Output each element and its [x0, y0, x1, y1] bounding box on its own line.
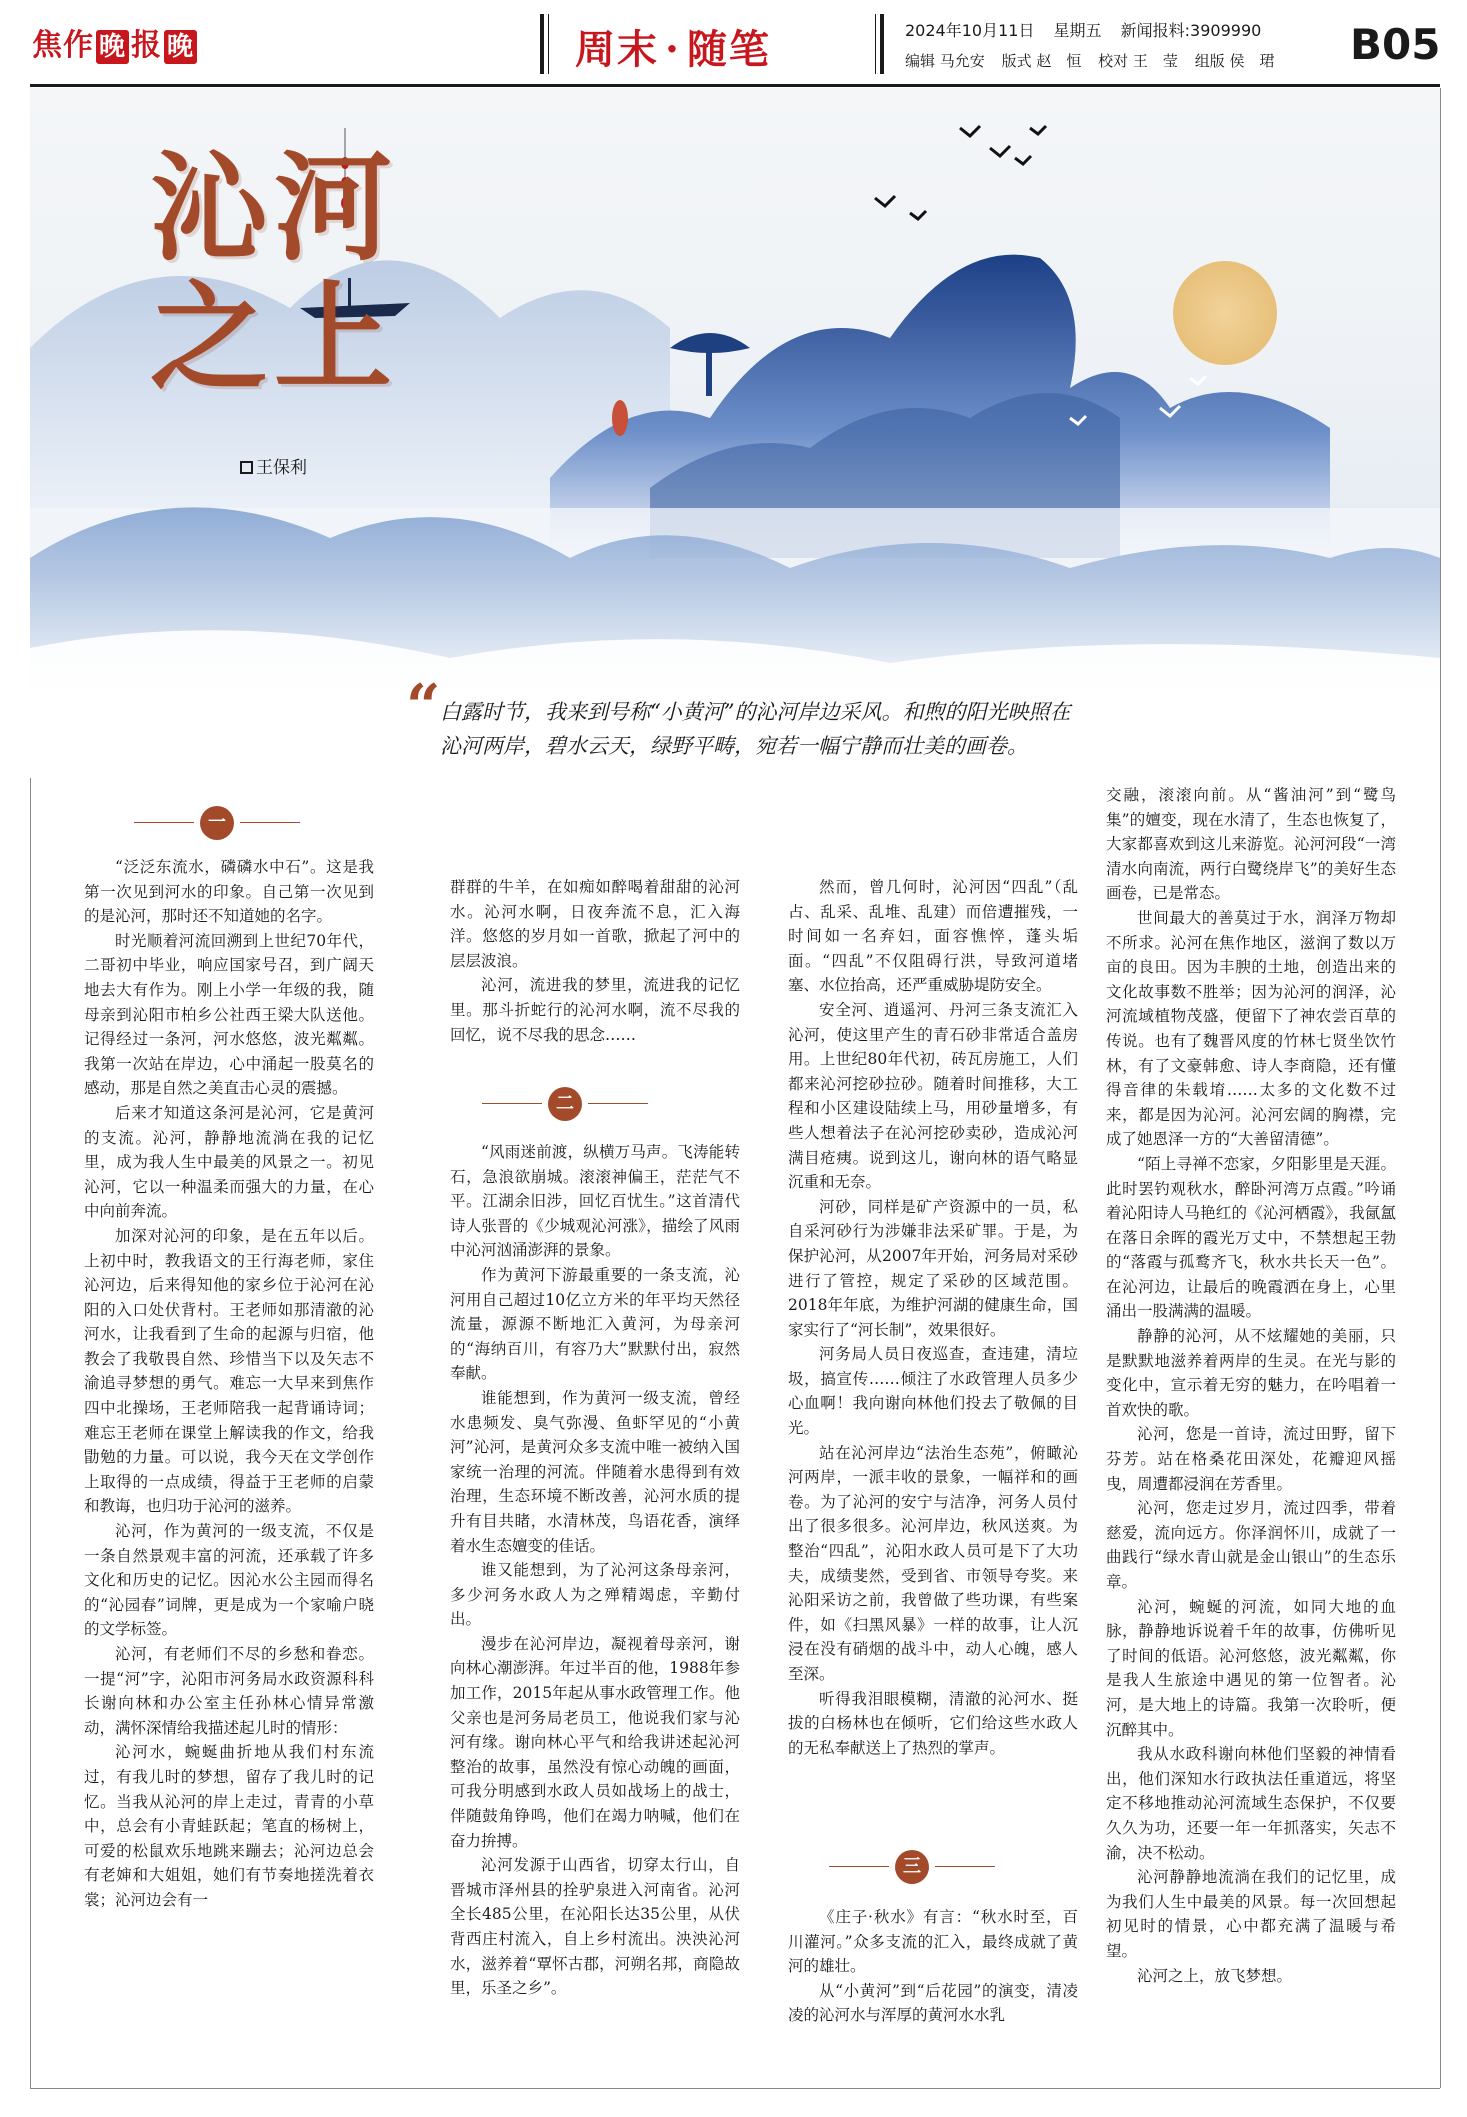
masthead — [0, 0, 1467, 84]
paragraph: 时光顺着河流回溯到上世纪70年代，二哥初中毕业，响应国家号召，到广阔天地去大有作为。刚上小学一年级的我，随母亲到沁阳市柏乡公社西王梁大队送他。记得经过一条河，河水悠悠，波光粼粼。我第一次站在岸边，心中涌起一股莫名的感动，那是自然之美直击心灵的震撼。 — [84, 931, 374, 1098]
issue-weekday: 星期五 — [1053, 21, 1102, 40]
bird — [960, 126, 980, 136]
bird — [875, 196, 895, 206]
paragraph: 沁河，流进我的梦里，流进我的记忆里。那斗折蛇行的沁河水啊，流不尽我的回忆，说不尽我的思念…… — [450, 976, 740, 1044]
paragraph: 沁河，作为黄河的一级支流，不仅是一条自然景观丰富的河流，还承载了许多文化和历史的记忆。因沁水公主园而得名的“沁园春”词牌，更是成为一个家喻户晓的文学标签。 — [84, 1522, 374, 1639]
paragraph: 后来才知道这条河是沁河，它是黄河的支流。沁河，静静地流淌在我的记忆里，成为我人生中最美的风景之一。初见沁河，它以一种温柔而强大的力量，在心中向前奔流。 — [84, 1103, 374, 1221]
logo-text-a: 焦作 — [32, 28, 94, 63]
paragraph: 群群的牛羊，在如痴如醉喝着甜甜的沁河水。沁河水啊，日夜奔流不息，汇入海洋。悠悠的岁月如一首歌，掀起了河中的层层波浪。 — [450, 878, 740, 970]
lead-quote — [406, 672, 1080, 763]
logo-text-d: 晚 — [164, 30, 197, 64]
paragraph: 沁河水，蜿蜒曲折地从我们村东流过，有我儿时的梦想，留存了我儿时的记忆。当我从沁河的岸上走过，青青的小草中，总会有小青蛙跃起；笔直的杨树上，可爱的松鼠欢乐地跳来蹦去；沁河边总会有老婶和大姐姐，她们有节奏地搓洗着衣裳；沁河边会有一 — [84, 1743, 374, 1909]
article-column-2a — [450, 875, 740, 1047]
paragraph: 沁河发源于山西省，切穿太行山，自晋城市泽州县的拴驴泉进入河南省。沁河全长485公里，在沁阳长达35公里，从伏背西庄村流入，自上乡村流出。泱泱沁河水，滋养着“覃怀古郡，河朔名邦，商隐故里，乐圣之乡”。 — [450, 1856, 740, 1998]
paragraph: 《庄子·秋水》有言：“秋水时至，百川灌河。”众多支流的汇入，最终成就了黄河的雄壮。 — [788, 1908, 1078, 1976]
page-frame — [1440, 88, 1441, 2088]
page-number: B05 — [1350, 20, 1441, 69]
section-marker-one: 一 — [200, 806, 234, 840]
credit-layout: 版式 赵 恒 — [1001, 52, 1082, 70]
author-name: 王保利 — [256, 458, 307, 478]
paragraph: “泛泛东流水，磷磷水中石”。这是我第一次见到河水的印象。自己第一次见到的是沁河，那时还不知道她的名字。 — [84, 858, 374, 926]
paragraph: 沁河，蜿蜒的河流，如同大地的血脉，静静地诉说着千年的故事，仿佛听见了时间的低语。沁河悠悠，波光粼粼，你是我人生旅途中遇见的第一位智者。沁河，是大地上的诗篇。我第一次聆听，便沉醉其中。 — [1106, 1597, 1396, 1739]
paragraph: 静静的沁河，从不炫耀她的美丽，只是默默地滋养着两岸的生灵。在光与影的变化中，宣示着无穷的魅力，在吟唱着一首欢快的歌。 — [1106, 1327, 1396, 1419]
section-title-b: 随笔 — [686, 26, 771, 73]
article-column-4 — [1106, 783, 1396, 1988]
paragraph: “风雨迷前渡，纵横万马声。飞涛能转石，急浪欲崩城。滚滚神偏王，茫茫气不平。江湖余旧涉，回忆百忧生。”这首清代诗人张晋的《少城观沁河涨》，描绘了风雨中沁河汹涌澎湃的景象。 — [450, 1143, 740, 1260]
paragraph: 交融，滚滚向前。从“酱油河”到“鹭鸟集”的嬗变，现在水清了，生态也恢复了，大家都喜欢到这儿来游览。沁河河段“一湾清水向南流，两行白鹭绕岸飞”的美好生态画卷，已是常态。 — [1106, 786, 1396, 903]
page-frame — [30, 778, 31, 2088]
bird — [990, 146, 1010, 156]
paragraph: 听得我泪眼模糊，清澈的沁河水、挺拔的白杨林也在倾听，它们给这些水政人的无私奉献送上了热烈的掌声。 — [788, 1689, 1078, 1757]
credit-organize: 组版 侯 珺 — [1194, 52, 1275, 70]
hero-illustration — [30, 88, 1440, 778]
masthead-rule — [30, 84, 1440, 87]
paragraph: 沁河，有老师们不尽的乡愁和眷恋。一提“河”字，沁阳市河务局水政资源科科长谢向林和办公室主任孙林心情异常激动，满怀深情给我描述起儿时的情形： — [84, 1645, 374, 1737]
paragraph: 从“小黄河”到“后花园”的演变，清凌凌的沁河水与浑厚的黄河水水乳 — [788, 1981, 1078, 2025]
red-figure — [612, 400, 628, 436]
section-title: 周末 · 随笔 — [575, 26, 771, 73]
newspaper-logo — [32, 20, 199, 64]
tree-trunk — [706, 346, 712, 396]
article-title — [150, 138, 399, 407]
paragraph: 世间最大的善莫过于水，润泽万物却不所求。沁河在焦作地区，滋润了数以万亩的良田。因为丰腴的土地，创造出来的文化故事数不胜举；因为沁河的润泽，沁河流域植物茂盛，便留下了神农尝百草的传说。也有了魏晋风度的竹林七贤坐饮竹林，有了文豪韩愈、诗人李商隐，还有懂得音律的朱载堉……太多的文化数不过来，都是因为沁河。沁河宏阔的胸襟，完成了她恩泽一方的“大善留清德”。 — [1106, 908, 1396, 1149]
sun — [1173, 261, 1277, 365]
masthead-divider — [880, 14, 884, 74]
paragraph: 漫步在沁河岸边，凝视着母亲河，谢向林心潮澎湃。年过半百的他，1988年参加工作，2015年起从事水政管理工作。他父亲也是河务局老员工，他说我们家与沁河有缘。谢向林心平气和给我讲述起沁河整治的故事，虽然没有惊心动魄的画面，可我分明感到水政人员如战场上的战士，伴随鼓角铮鸣，他们在竭力呐喊，他们在奋力拚搏。 — [450, 1634, 740, 1850]
section-marker-three: 三 — [895, 1850, 929, 1884]
byline — [240, 453, 307, 478]
white-bird — [1190, 376, 1206, 384]
title-line-2: 之上 — [150, 268, 399, 407]
article-column-3a — [788, 875, 1078, 1760]
logo-text-b: 晚 — [96, 30, 129, 64]
masthead-divider — [540, 14, 544, 74]
masthead-divider — [875, 14, 876, 74]
paragraph: 河务局人员日夜巡查，查违建，清垃圾，搞宣传……倾注了水政管理人员多少心血啊！我向谢向林他们投去了敬佩的目光。 — [788, 1345, 1078, 1438]
issue-date: 2024年10月11日 — [905, 21, 1035, 40]
lead-text: 白露时节，我来到号称“小黄河”的沁河岸边采风。和煦的阳光映照在沁河两岸，碧水云天，绿野平畴，宛若一幅宁静而壮美的画卷。 — [440, 700, 1071, 758]
paragraph: 我从水政科谢向林他们坚毅的神情看出，他们深知水行政执法任重道远，将坚定不移地推动沁河流域生态保护，不仅要久久为功，还要一年一年抓落实，矢志不渝，决不松动。 — [1106, 1745, 1396, 1862]
quote-icon: “ — [406, 672, 441, 742]
credit-editor: 编辑 马允安 — [905, 52, 985, 70]
paragraph: 作为黄河下游最重要的一条支流，沁河用自己超过10亿立方米的年平均天然径流量，源源不断地汇入黄河，为母亲河的“海纳百川，有容乃大”默默付出，寂然奉献。 — [450, 1265, 740, 1383]
credit-proof: 校对 王 莹 — [1098, 52, 1178, 70]
paragraph: 然而，曾几何时，沁河因“四乱”（乱占、乱采、乱堆、乱建）而倍遭摧残，一时间如一名弃妇，面容憔悴，蓬头垢面。“四乱”不仅阻碍行洪，导致河道堵塞、水位抬高，还严重威胁堤防安全。 — [788, 878, 1078, 995]
paragraph: 站在沁河岸边“法治生态苑”，俯瞰沁河两岸，一派丰收的景象，一幅祥和的画卷。为了沁河的安宁与洁净，河务人员付出了很多很多。沁河岸边，秋风送爽。为整治“四乱”，沁阳水政人员可是下了大功夫，成绩斐然，受到省、市领导夸奖。来沁阳采访之前，我曾做了些功课，有些案件，如《扫黑风暴》一样的故事，让人沉浸在没有硝烟的战斗中，动人心魄，感人至深。 — [788, 1443, 1078, 1683]
section-marker-two: 二 — [548, 1087, 582, 1121]
paragraph: “陌上寻禅不恋家，夕阳影里是天涯。此时罢钓观秋水，醉卧河湾万点霞。”吟诵着沁阳诗人马艳红的《沁河栖霞》，我氤氲在落日余晖的霞光万丈中，不禁想起王勃的“落霞与孤鹜齐飞，秋水共长天一色”。在沁河边，让最后的晚霞洒在身上，心里涌出一股满满的温暖。 — [1106, 1154, 1396, 1321]
masthead-divider — [548, 14, 549, 74]
paragraph: 沁河静静地流淌在我们的记忆里，成为我们人生中最美的风景。每一次回想起初见时的情景，心中都充满了温暖与希望。 — [1106, 1868, 1396, 1960]
paragraph: 沁河，您走过岁月，流过四季，带着慈爱，流向远方。你泽润怀川，成就了一曲践行“绿水青山就是金山银山”的生态乐章。 — [1106, 1499, 1396, 1591]
editor-credits — [905, 50, 1286, 71]
title-line-1: 沁河 — [150, 138, 399, 277]
paragraph: 沁河之上，放飞梦想。 — [1137, 1966, 1293, 1985]
section-title-a: 周末 — [575, 26, 659, 73]
news-hotline: 新闻报料:3909990 — [1120, 21, 1262, 40]
bird — [1030, 126, 1046, 134]
paragraph: 沁河，您是一首诗，流过田野，留下芬芳。站在格桑花田深处，花瓣迎风摇曳，周遭都浸润在芳香里。 — [1106, 1425, 1396, 1493]
page-frame — [30, 2088, 1440, 2089]
paragraph: 河砂，同样是矿产资源中的一员，私自采河砂行为涉嫌非法采矿罪。于是，为保护沁河，从2007年开始，河务局对采砂进行了管控，规定了采砂的区域范围。2018年年底，为维护河湖的健康生命，国家实行了“河长制”，效果很好。 — [788, 1197, 1078, 1339]
article-column-3b — [788, 1905, 1078, 2028]
bird — [1015, 156, 1031, 164]
paragraph: 谁又能想到，为了沁河这条母亲河，多少河务水政人为之殚精竭虑，辛勤付出。 — [450, 1561, 740, 1629]
paragraph: 安全河、逍遥河、丹河三条支流汇入沁河，使这里产生的青石砂非常适合盖房用。上世纪80年代初，砖瓦房施工，人们都来沁河挖砂拉砂。随着时间推移，大工程和小区建设陆续上马，用砂量增多，有些人想着法子在沁河挖砂卖砂，造成沁河满目疮痍。说到这儿，谢向林的语气略显沉重和无奈。 — [788, 1000, 1078, 1192]
dateline — [905, 18, 1275, 41]
article-column-1 — [84, 855, 374, 1913]
paragraph: 谁能想到，作为黄河一级支流，曾经水患频发、臭气弥漫、鱼虾罕见的“小黄河”沁河，是黄河众多支流中唯一被纳入国家统一治理的河流。伴随着水患得到有效治理，生态环境不断改善，沁河水质的提升有目共睹，水清林茂，鸟语花香，演绎着水生态嬗变的佳话。 — [450, 1388, 740, 1555]
bird — [910, 211, 926, 219]
paragraph: 加深对沁河的印象，是在五年以后。上初中时，教我语文的王行海老师，家住沁河边，后来得知他的家乡位于沁河在沁阳的入口处伏背村。王老师如那清澈的沁河水，让我看到了生命的起源与归宿，他教会了我敬畏自然、珍惜当下以及矢志不渝追寻梦想的勇气。难忘一大早来到焦作四中北操场，王老师陪我一起背诵诗词；难忘王老师在课堂上解读我的作文，给我勖勉的力量。可以说，我今天在文学创作上取得的一点成绩，得益于王老师的启蒙和教诲，也归功于沁河的滋养。 — [84, 1226, 374, 1516]
logo-text-c: 报 — [131, 28, 163, 63]
article-column-2b — [450, 1140, 740, 2001]
